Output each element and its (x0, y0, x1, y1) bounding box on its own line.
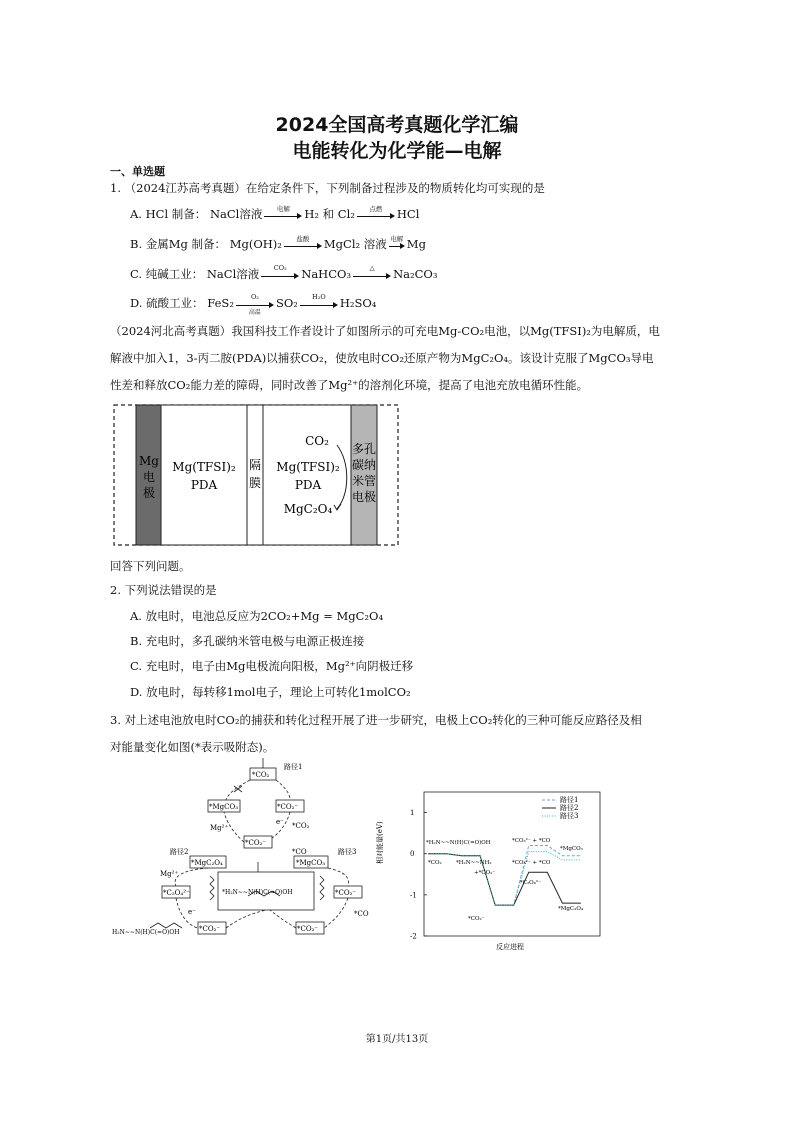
svg-text:路径2: 路径2 (170, 848, 189, 856)
svg-text:*CO: *CO (292, 848, 307, 856)
mechanism-diagram (110, 758, 380, 948)
reaction-arrow: 电解 (389, 239, 405, 251)
page-title-line1: 2024全国高考真题化学汇编 (275, 114, 519, 136)
svg-text:*C₂O₄²⁻: *C₂O₄²⁻ (163, 889, 190, 897)
label-low: *CO₂⁻ (468, 916, 485, 922)
svg-text:e⁻: e⁻ (276, 818, 284, 826)
intro-line3: 性差和释放CO₂能力差的障碍，同时改善了Mg²⁺的溶剂化环境，提高了电池充放电循环性能。 (110, 378, 589, 392)
svg-text:H₂N~~N(H)C(=O)OH: H₂N~~N(H)C(=O)OH (112, 929, 180, 936)
svg-text:PDA: PDA (190, 478, 218, 492)
reaction-arrow: O₂ 高温 (236, 298, 274, 310)
x-axis-label: 反应进程 (496, 943, 524, 951)
svg-text:*CO₂⁻: *CO₂⁻ (277, 803, 299, 811)
svg-text:路径3: 路径3 (338, 848, 357, 856)
energy-chart (376, 784, 608, 956)
series-line-3 (428, 852, 581, 905)
page-footer: 第1页/共13页 (365, 1034, 429, 1045)
label-pda-co2: *H₂N~~NH₂ (456, 860, 492, 866)
intro-line2: 解液中加入1，3-丙二胺(PDA)以捕获CO₂，使放电时CO₂还原产物为MgC₂O₄。该设计克服了MgCO₃导电 (110, 351, 654, 365)
q1-option-b: B. 金属Mg 制备： Mg(OH)₂ 盐酸 MgCl₂ 溶液 电解 Mg (130, 235, 426, 251)
svg-text:*CO₂⁻: *CO₂⁻ (199, 925, 221, 933)
y-tick-label: 0 (410, 850, 415, 859)
svg-text:Mg²⁺: Mg²⁺ (210, 824, 229, 832)
q3-line1: 3. 对上述电池放电时CO₂的捕获和转化过程开展了进一步研究，电极上CO₂转化的三种可能反应路径及相 (110, 713, 642, 727)
svg-text:Mg(TFSI)₂: Mg(TFSI)₂ (172, 460, 236, 474)
legend-path2: 路径2 (560, 804, 579, 812)
svg-text:膜: 膜 (248, 476, 262, 490)
svg-text:*MgC₂O₄: *MgC₂O₄ (191, 859, 223, 867)
y-tick-label: 1 (410, 809, 415, 818)
svg-text:电: 电 (142, 470, 156, 484)
svg-text:*MgCO₃: *MgCO₃ (209, 803, 239, 811)
svg-text:极: 极 (142, 486, 156, 500)
q3-line2: 对能量变化如图(*表示吸附态)。 (110, 740, 275, 754)
svg-text:米管: 米管 (351, 474, 377, 488)
svg-text:路径1: 路径1 (284, 763, 303, 771)
svg-text:e⁻: e⁻ (188, 908, 196, 916)
svg-text:*MgCO₃: *MgCO₃ (296, 859, 326, 867)
label-start: *H₂N~~N(H)C(=O)OH (426, 840, 491, 846)
reaction-arrow: CO₂ (261, 269, 299, 281)
label-co3-co: *CO₃²⁻ + *CO (512, 838, 551, 844)
q2-stem: 2. 下列说法错误的是 (110, 583, 217, 597)
intro-line1: （2024河北高考真题）我国科技工作者设计了如图所示的可充电Mg-CO₂电池，以Mg(TFSI)₂为电解质，电 (110, 324, 660, 338)
svg-text:CO₂: CO₂ (305, 434, 329, 448)
reaction-arrow: 点燃 (357, 209, 395, 221)
svg-text:电极: 电极 (351, 490, 377, 504)
svg-text:Mg(TFSI)₂: Mg(TFSI)₂ (276, 460, 340, 474)
q1-option-c: C. 纯碱工业： NaCl溶液 CO₂ NaHCO₃ △ Na₂CO₃ (130, 264, 438, 281)
series-line-2 (428, 854, 581, 905)
legend (542, 795, 578, 820)
svg-text:*CO: *CO (354, 910, 369, 918)
q2-option-c: C. 充电时，电子由Mg电极流向阳极，Mg²⁺向阴极迁移 (130, 659, 414, 673)
svg-text:*H₂N~~N(H)C(=O)OH: *H₂N~~N(H)C(=O)OH (222, 889, 293, 896)
reaction-arrow: 盐酸 (284, 239, 322, 251)
y-tick-label: -1 (410, 891, 417, 900)
svg-text:*CO₂⁻: *CO₂⁻ (245, 839, 267, 847)
q1-stem: 1. （2024江苏高考真题）在给定条件下，下列制备过程涉及的物质转化均可实现的是 (110, 181, 545, 195)
svg-text:Mg: Mg (139, 454, 159, 468)
svg-text:MgC₂O₄: MgC₂O₄ (283, 502, 333, 516)
reaction-arrow: △ (353, 269, 391, 281)
svg-text:*CO₂: *CO₂ (252, 771, 270, 779)
label-mgco3: *MgCO₃ (560, 846, 583, 852)
svg-text:*CO₂: *CO₂ (292, 822, 310, 830)
membrane (247, 405, 263, 545)
svg-text:隔: 隔 (248, 458, 262, 472)
section-heading: 一、单选题 (110, 165, 165, 178)
page-title-line2: 电能转化为化学能—电解 (292, 140, 502, 162)
reaction-arrow: H₂O (300, 298, 338, 310)
battery-diagram (112, 403, 402, 549)
legend-path1: 路径1 (560, 796, 579, 804)
svg-text:*CO₂⁻: *CO₂⁻ (297, 925, 319, 933)
svg-text:碳纳: 碳纳 (351, 458, 377, 472)
svg-text:*CO₂⁻: *CO₂⁻ (335, 889, 357, 897)
y-axis-label: 相对能量(eV) (376, 821, 384, 864)
svg-text:多孔: 多孔 (351, 442, 377, 456)
label-mgc2o4: *MgC₂O₄ (558, 906, 584, 912)
electrolyte-right (263, 405, 351, 545)
q2-option-b: B. 充电时，多孔碳纳米管电极与电源正极连接 (130, 634, 365, 648)
label-co3-co-b: *CO₃²⁻ + *CO (512, 860, 551, 866)
legend-path3: 路径3 (560, 812, 579, 820)
q1-option-a: A. HCl 制备： NaCl溶液 电解 H₂ 和 Cl₂ 点燃 HCl (130, 205, 420, 221)
q2-option-a: A. 放电时，电池总反应为2CO₂+Mg = MgC₂O₄ (130, 609, 384, 623)
svg-text:Mg²⁺: Mg²⁺ (160, 870, 179, 878)
svg-text:PDA: PDA (294, 478, 322, 492)
q1-option-d: D. 硫酸工业： FeS₂ O₂ 高温 SO₂ H₂O H₂SO₄ (130, 293, 377, 316)
q2-option-d: D. 放电时，每转移1mol电子，理论上可转化1molCO₂ (130, 685, 411, 699)
label-plus-co2: +*CO₂⁻ (474, 870, 496, 876)
label-co2: *CO₂ (428, 860, 442, 866)
reaction-arrow: 电解 (264, 209, 302, 221)
electrolyte-left (161, 405, 247, 545)
answer-prompt: 回答下列问题。 (110, 559, 191, 573)
label-c2o4: *C₂O₄²⁻ (520, 880, 541, 886)
y-tick-label: -2 (410, 932, 417, 941)
